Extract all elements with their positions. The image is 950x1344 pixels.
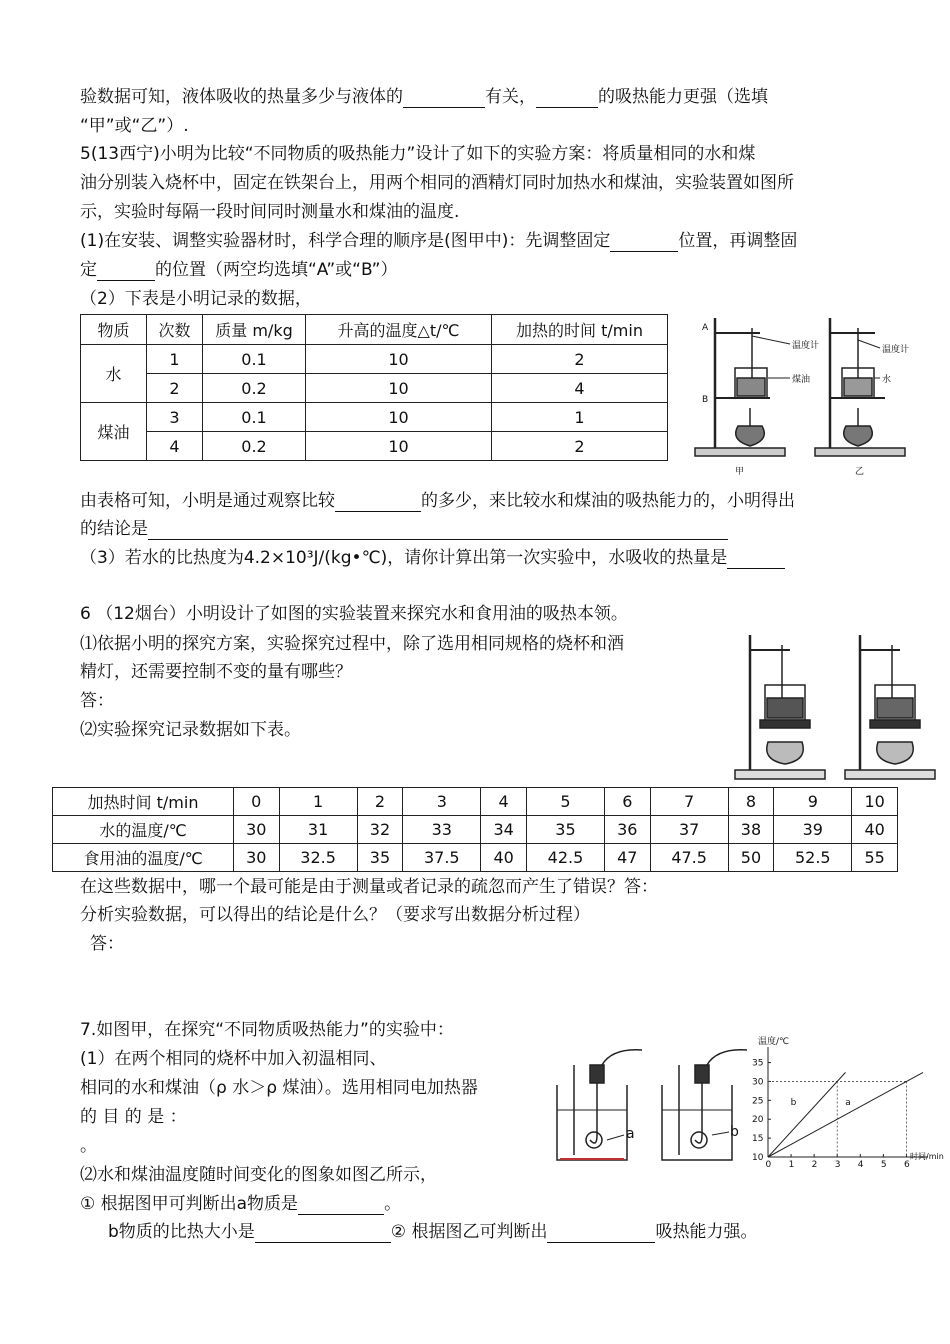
y-tick-label: 10 <box>752 1153 764 1163</box>
beaker <box>662 1085 732 1160</box>
table-cell: 31 <box>279 816 357 844</box>
answer-blank[interactable] <box>547 1224 655 1243</box>
row-label: 食用油的温度/℃ <box>53 844 234 872</box>
q7-intro: 7.如图甲，在探究“不同物质吸热能力”的实验中： <box>80 1020 454 1040</box>
leader-line <box>607 1135 624 1140</box>
liquid <box>737 378 765 396</box>
caption-jia: 甲 <box>735 467 745 477</box>
text: 。 <box>384 1194 402 1214</box>
table-cell: 40 <box>852 816 898 844</box>
heater-coil <box>695 1083 702 1143</box>
table-row <box>53 816 898 844</box>
heater-cap <box>590 1065 604 1083</box>
table-cell: 8 <box>728 788 774 816</box>
answer-blank[interactable] <box>536 89 598 108</box>
label-b: b <box>730 1124 739 1140</box>
y-tick-label: 35 <box>752 1058 764 1069</box>
y-tick-label: 20 <box>752 1115 764 1126</box>
table-cell: 10 <box>306 374 492 403</box>
table-cell: 4 <box>481 788 527 816</box>
leader-line <box>858 340 880 348</box>
q7-part2-a <box>80 1193 401 1215</box>
data-table-q6 <box>52 787 898 872</box>
alcohol-lamp <box>736 426 765 446</box>
x-tick-label: 0 <box>765 1160 772 1170</box>
y-tick-label: 30 <box>752 1077 764 1088</box>
q5-after-table <box>80 490 795 512</box>
heater-cable <box>707 1050 747 1065</box>
table-cell: 37 <box>650 816 728 844</box>
table-cell: 0.2 <box>203 374 306 403</box>
alcohol-lamp <box>844 426 873 446</box>
table-cell: 煤油 <box>81 403 147 461</box>
q7-part1: 。 <box>80 1136 97 1156</box>
table-cell: 1 <box>492 403 668 432</box>
table-cell: 0.1 <box>203 345 306 374</box>
answer-blank[interactable] <box>403 89 485 108</box>
q6-question-conclusion: 分析实验数据，可以得出的结论是什么？（要求写出数据分析过程） <box>80 905 590 925</box>
x-tick-label: 3 <box>834 1160 841 1170</box>
series-label-b: b <box>790 1098 797 1109</box>
table-cell: 2 <box>492 345 668 374</box>
stand-base <box>735 770 825 779</box>
y-axis-label: 温度/℃ <box>758 1037 790 1047</box>
label-liquid: 煤油 <box>792 375 811 385</box>
table-cell: 42.5 <box>526 844 604 872</box>
alcohol-lamp <box>767 742 803 764</box>
answer-blank[interactable] <box>97 262 155 281</box>
table-cell: 32 <box>357 816 403 844</box>
x-axis-label: 时间/min <box>910 1152 944 1161</box>
text: 的结论是 <box>80 519 148 539</box>
stand-base <box>695 448 785 456</box>
table-cell: 2 <box>492 432 668 461</box>
label-liquid: 水 <box>882 375 892 385</box>
table-cell: 3 <box>147 403 203 432</box>
q7-part2-b <box>108 1221 757 1243</box>
caption-yi: 乙 <box>855 467 865 477</box>
table-cell: 10 <box>306 403 492 432</box>
heater-cap <box>695 1065 709 1083</box>
heater-coil <box>586 1132 602 1148</box>
table-cell: 3 <box>403 788 481 816</box>
q6-part1: ⑴依据小明的探究方案，实验探究过程中，除了选用相同规格的烧杯和酒 <box>80 634 624 654</box>
table-cell: 1 <box>279 788 357 816</box>
text: 吸热能力强。 <box>655 1222 758 1242</box>
q5-part2: （2）下表是小明记录的数据， <box>80 289 312 309</box>
label-a: A <box>702 323 709 333</box>
table-header: 加热的时间 t/min <box>492 315 668 345</box>
q6-answer: 答： <box>90 934 124 954</box>
table-cell: 7 <box>650 788 728 816</box>
q5-part1 <box>80 230 797 252</box>
q5-part1-cont <box>80 259 398 281</box>
table-cell: 55 <box>852 844 898 872</box>
beaker <box>557 1085 627 1160</box>
heater-coil <box>590 1083 597 1143</box>
q7-heater-figure <box>552 1040 752 1170</box>
q6-question-error: 在这些数据中，哪一个最可能是由于测量或者记录的疏忽而产生了错误？答： <box>80 877 658 897</box>
answer-blank[interactable] <box>610 233 678 252</box>
data-table-q5 <box>80 314 668 461</box>
table-cell: 6 <box>605 788 651 816</box>
table-header: 升高的温度△t/℃ <box>306 315 492 345</box>
answer-blank[interactable] <box>298 1196 384 1215</box>
table-cell: 50 <box>728 844 774 872</box>
liquid <box>877 698 913 718</box>
row-label: 水的温度/℃ <box>53 816 234 844</box>
table-cell: 10 <box>306 432 492 461</box>
row-label: 加热时间 t/min <box>53 788 234 816</box>
table-cell: 34 <box>481 816 527 844</box>
table-row <box>53 844 898 872</box>
temperature-time-chart <box>750 1035 944 1170</box>
series-label-a: a <box>845 1098 851 1109</box>
y-tick-label: 15 <box>752 1134 764 1145</box>
answer-blank[interactable] <box>255 1224 391 1243</box>
text: 有关， <box>485 87 536 107</box>
text: 位置，再调整固 <box>678 231 798 251</box>
q5-conclusion <box>80 518 728 540</box>
table-row <box>53 788 898 816</box>
text: 定 <box>80 260 97 280</box>
series-line-b <box>768 1072 846 1157</box>
liquid <box>844 378 872 396</box>
text: 的多少，来比较水和煤油的吸热能力的，小明得出 <box>421 491 795 511</box>
label-a: a <box>626 1126 635 1142</box>
q5-intro: 示，实验时每隔一段时间同时测量水和煤油的温度. <box>80 202 460 222</box>
q5-intro: 油分别装入烧杯中，固定在铁架台上，用两个相同的酒精灯同时加热水和煤油，实验装置如图所 <box>80 173 794 193</box>
text: 验数据可知，液体吸收的热量多少与液体的 <box>80 87 403 107</box>
answer-blank[interactable] <box>335 493 421 512</box>
x-tick-label: 6 <box>903 1160 910 1170</box>
q7-part2: ⑵水和煤油温度随时间变化的图象如图乙所示， <box>80 1165 437 1185</box>
table-cell: 47 <box>605 844 651 872</box>
answer-blank[interactable] <box>727 550 785 569</box>
heater-cable <box>602 1050 642 1065</box>
table-cell: 1 <box>147 345 203 374</box>
table-cell: 32.5 <box>279 844 357 872</box>
q7-part1: (1）在两个相同的烧杯中加入初温相同、 <box>80 1049 387 1069</box>
q6-part2: ⑵实验探究记录数据如下表。 <box>80 720 301 740</box>
text: ① 根据图甲可判断出a物质是 <box>80 1194 299 1214</box>
q5-intro: 5(13西宁)小明为比较“不同物质的吸热能力”设计了如下的实验方案：将质量相同的水和煤 <box>80 144 756 164</box>
gauze <box>760 720 810 728</box>
q5-apparatus-figure <box>690 308 930 483</box>
q6-apparatus-figure <box>730 630 945 785</box>
text: ② 根据图乙可判断出 <box>390 1222 548 1242</box>
table-cell: 38 <box>728 816 774 844</box>
label-b: B <box>702 395 709 405</box>
q6-part1: 精灯，还需要控制不变的量有哪些？ <box>80 662 352 682</box>
table-cell: 水 <box>81 345 147 403</box>
table-header: 物质 <box>81 315 147 345</box>
table-cell: 35 <box>357 844 403 872</box>
y-tick-label: 25 <box>752 1096 764 1107</box>
table-cell: 10 <box>306 345 492 374</box>
q6-answer: 答： <box>80 691 114 711</box>
table-cell: 0 <box>234 788 280 816</box>
table-cell: 0.1 <box>203 403 306 432</box>
leader-line <box>752 336 790 344</box>
text: 的吸热能力更强（选填 <box>598 87 768 107</box>
gauze <box>870 720 920 728</box>
x-tick-label: 4 <box>857 1160 864 1170</box>
q7-part1: 的 目 的 是 ： <box>80 1107 187 1127</box>
heater-coil <box>691 1132 707 1148</box>
leader-line <box>712 1132 729 1135</box>
text: b物质的比热大小是 <box>108 1222 255 1242</box>
label-thermometer: 温度计 <box>792 341 820 351</box>
x-tick-label: 5 <box>880 1160 887 1170</box>
text-line <box>80 86 768 108</box>
table-cell: 36 <box>605 816 651 844</box>
series-line-a <box>768 1072 923 1157</box>
table-cell: 35 <box>526 816 604 844</box>
table-cell: 52.5 <box>774 844 852 872</box>
x-tick-label: 1 <box>788 1160 795 1170</box>
table-cell: 5 <box>526 788 604 816</box>
table-cell: 4 <box>147 432 203 461</box>
table-cell: 47.5 <box>650 844 728 872</box>
table-cell: 10 <box>852 788 898 816</box>
text: 由表格可知，小明是通过观察比较 <box>80 491 335 511</box>
q5-part3 <box>80 547 785 569</box>
liquid <box>767 698 803 718</box>
answer-blank[interactable] <box>148 521 728 540</box>
table-header: 质量 m/kg <box>203 315 306 345</box>
table-header: 次数 <box>147 315 203 345</box>
table-cell: 4 <box>492 374 668 403</box>
table-cell: 40 <box>481 844 527 872</box>
text-line: “甲”或“乙”）. <box>80 116 189 136</box>
q6-intro: 6 （12烟台）小明设计了如图的实验装置来探究水和食用油的吸热本领。 <box>80 604 628 624</box>
table-cell: 30 <box>234 844 280 872</box>
table-cell: 33 <box>403 816 481 844</box>
table-cell: 37.5 <box>403 844 481 872</box>
stand-base <box>845 770 935 779</box>
table-cell: 39 <box>774 816 852 844</box>
text: (1)在安装、调整实验器材时，科学合理的顺序是(图甲中)：先调整固定 <box>80 231 611 251</box>
table-cell: 0.2 <box>203 432 306 461</box>
table-cell: 9 <box>774 788 852 816</box>
x-tick-label: 2 <box>811 1160 818 1170</box>
label-thermometer: 温度计 <box>882 345 910 355</box>
text: 的位置（两空均选填“A”或“B”） <box>155 260 398 280</box>
table-cell: 2 <box>147 374 203 403</box>
stand-base <box>815 448 905 456</box>
alcohol-lamp <box>877 742 913 764</box>
table-cell: 30 <box>234 816 280 844</box>
q7-part1: 相同的水和煤油（ρ 水＞ρ 煤油）。选用相同电加热器 <box>80 1078 478 1098</box>
table-cell: 2 <box>357 788 403 816</box>
text: （3）若水的比热度为4.2×10³J/(kg•℃)，请你计算出第一次实验中，水吸收的热量是 <box>80 548 728 568</box>
